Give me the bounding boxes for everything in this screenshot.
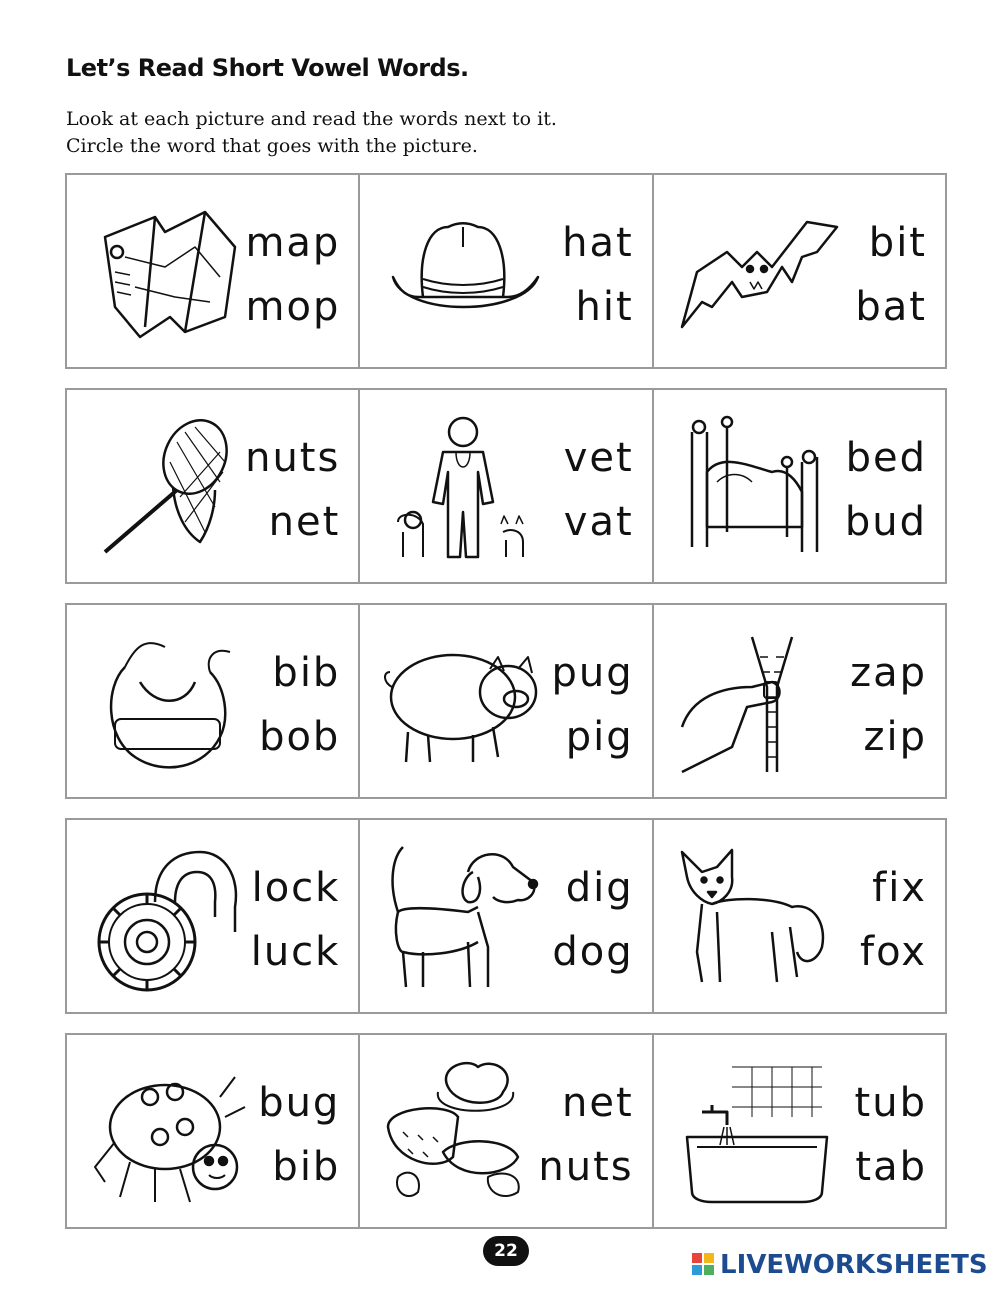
word-option-2[interactable]: net	[268, 499, 341, 545]
word-option-1[interactable]: zap	[850, 650, 927, 696]
word-choices	[562, 211, 634, 339]
word-option-2[interactable]: bib	[272, 1144, 341, 1190]
vet-picture	[378, 412, 548, 562]
pig-picture	[378, 627, 548, 777]
instruction-line-2: Circle the word that goes with the picture.	[66, 135, 478, 157]
word-row-5	[65, 1033, 947, 1229]
page-number: 22	[483, 1236, 529, 1266]
word-row-2	[65, 388, 947, 584]
hat-picture	[378, 197, 548, 347]
word-choices	[245, 211, 340, 339]
word-option-1[interactable]: dig	[565, 865, 634, 911]
word-option-1[interactable]: bed	[845, 435, 927, 481]
lock-picture	[85, 842, 255, 992]
zip-picture	[672, 627, 842, 777]
word-option-2[interactable]: bob	[259, 714, 341, 760]
bat-picture	[672, 197, 842, 347]
word-option-1[interactable]: lock	[251, 865, 341, 911]
word-card-dog	[360, 820, 653, 1012]
word-card-bat	[654, 175, 945, 367]
word-choices	[251, 856, 341, 984]
word-option-1[interactable]: hat	[562, 220, 634, 266]
word-option-1[interactable]: map	[245, 220, 341, 266]
word-option-2[interactable]: vat	[563, 499, 634, 545]
word-option-1[interactable]: net	[562, 1080, 634, 1126]
word-card-bib	[67, 605, 360, 797]
word-option-2[interactable]: fox	[859, 929, 927, 975]
instruction-line-1: Look at each picture and read the words next to it.	[66, 108, 557, 130]
word-option-2[interactable]: luck	[250, 929, 341, 975]
word-choices	[855, 1071, 927, 1199]
word-card-bed	[654, 390, 945, 582]
word-row-1	[65, 173, 947, 369]
word-option-2[interactable]: tab	[855, 1144, 927, 1190]
word-option-1[interactable]: bit	[868, 220, 927, 266]
word-option-2[interactable]: hit	[575, 284, 634, 330]
word-choices	[258, 1071, 340, 1199]
liveworksheets-icon	[692, 1253, 716, 1277]
word-card-vet	[360, 390, 653, 582]
dog-picture	[378, 842, 548, 992]
word-row-4	[65, 818, 947, 1014]
word-card-pig	[360, 605, 653, 797]
word-card-bug	[67, 1035, 360, 1227]
tub-picture	[672, 1057, 842, 1207]
word-card-fox	[654, 820, 945, 1012]
word-option-1[interactable]: pug	[551, 650, 634, 696]
word-card-nuts	[360, 1035, 653, 1227]
word-choices	[552, 641, 634, 769]
net-picture	[85, 412, 255, 562]
word-card-zip	[654, 605, 945, 797]
word-option-2[interactable]: pig	[565, 714, 634, 760]
word-option-1[interactable]: tub	[854, 1080, 927, 1126]
word-option-2[interactable]: bud	[844, 499, 927, 545]
word-choices	[845, 426, 927, 554]
word-option-1[interactable]: bug	[258, 1080, 341, 1126]
word-option-1[interactable]: fix	[872, 865, 927, 911]
nuts-picture	[378, 1057, 548, 1207]
fox-picture	[672, 842, 842, 992]
word-option-1[interactable]: bib	[272, 650, 341, 696]
bib-picture	[85, 627, 255, 777]
word-option-2[interactable]: nuts	[538, 1144, 634, 1190]
word-option-2[interactable]: dog	[552, 929, 634, 975]
bed-picture	[672, 412, 842, 562]
word-choices	[860, 856, 927, 984]
word-choices	[850, 641, 927, 769]
word-card-tub	[654, 1035, 945, 1227]
word-card-map	[67, 175, 360, 367]
word-option-1[interactable]: nuts	[245, 435, 341, 481]
word-choices	[259, 641, 340, 769]
brand-name: LIVEWORKSHEETS	[720, 1250, 988, 1280]
word-option-2[interactable]: zip	[863, 714, 927, 760]
word-option-1[interactable]: vet	[563, 435, 634, 481]
word-option-2[interactable]: bat	[855, 284, 927, 330]
word-card-hat	[360, 175, 653, 367]
word-choices	[552, 856, 633, 984]
brand-logo	[692, 1250, 988, 1280]
word-option-2[interactable]: mop	[245, 284, 341, 330]
bug-picture	[85, 1057, 255, 1207]
word-row-3	[65, 603, 947, 799]
word-choices	[245, 426, 340, 554]
page-title: Let’s Read Short Vowel Words.	[66, 54, 469, 82]
word-card-net	[67, 390, 360, 582]
map-picture	[85, 197, 255, 347]
word-choices	[855, 211, 927, 339]
instructions	[66, 106, 557, 160]
word-card-lock	[67, 820, 360, 1012]
word-choices	[564, 426, 634, 554]
word-choices	[538, 1071, 633, 1199]
